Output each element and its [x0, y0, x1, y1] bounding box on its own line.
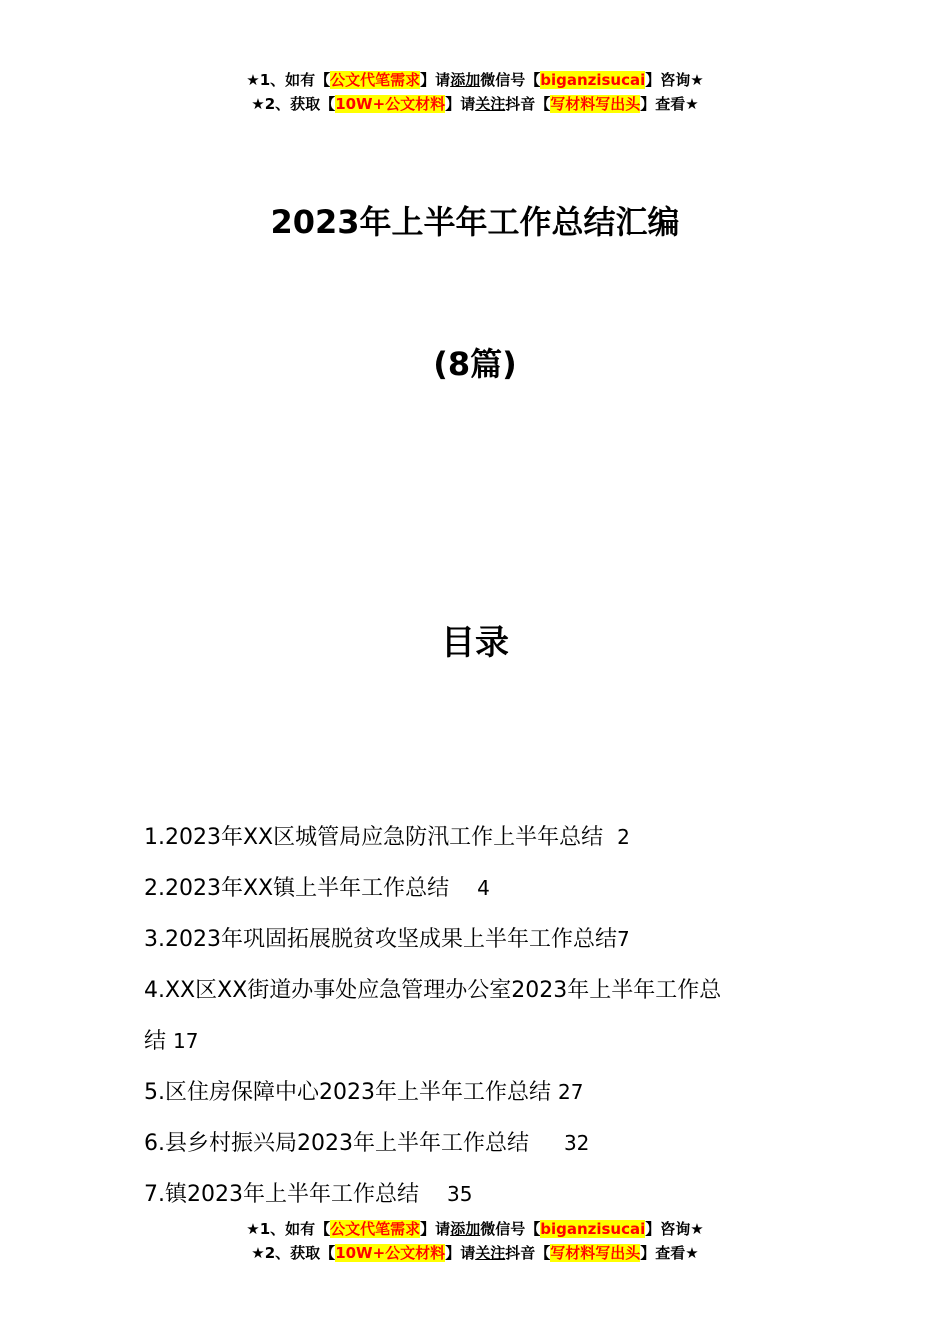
toc-item-title: 6.县乡村振兴局2023年上半年工作总结 — [144, 1131, 529, 1156]
promo-text: 抖音【 — [505, 1244, 551, 1262]
toc-item — [144, 812, 824, 863]
toc-item-title: 结 — [144, 1029, 167, 1054]
toc-page-number: 2 — [617, 825, 630, 849]
toc-page-number: 17 — [173, 1029, 199, 1053]
promo-underline: 添加 — [450, 71, 481, 89]
promo-text: 】请 — [420, 71, 451, 89]
toc-item-title: 2.2023年XX镇上半年工作总结 — [144, 876, 450, 901]
promo-line-2 — [0, 1241, 950, 1265]
promo-highlight: 10W+公文材料 — [335, 95, 446, 113]
promo-text: 微信号【 — [480, 71, 541, 89]
toc-page-number: 32 — [563, 1131, 590, 1155]
toc-item — [144, 965, 824, 1016]
promo-text: 】请 — [445, 95, 476, 113]
toc-item — [144, 1169, 824, 1220]
toc-item — [144, 1067, 824, 1118]
toc-item-title: 5.区住房保障中心2023年上半年工作总结 — [144, 1080, 551, 1105]
toc-page-number: 4 — [477, 876, 490, 900]
table-of-contents — [144, 812, 824, 1220]
promo-highlight: 写材料写出头 — [550, 1244, 641, 1262]
promo-line-1 — [0, 68, 950, 92]
promo-line-1 — [0, 1217, 950, 1241]
promo-underline: 添加 — [450, 1220, 481, 1238]
promo-highlight: 10W+公文材料 — [335, 1244, 446, 1262]
toc-gap — [419, 1182, 447, 1207]
toc-item — [144, 1118, 824, 1169]
toc-gap — [166, 1029, 173, 1054]
toc-gap — [603, 825, 617, 850]
promo-text: ★1、如有【 — [246, 71, 331, 89]
promo-highlight: 公文代笔需求 — [330, 1220, 421, 1238]
promo-text: 】咨询★ — [645, 1220, 704, 1238]
document-title: 2023年上半年工作总结汇编 — [270, 203, 680, 241]
promo-text: 】请 — [445, 1244, 476, 1262]
promo-text: 】咨询★ — [645, 71, 704, 89]
promo-text: 】查看★ — [640, 95, 699, 113]
toc-item-title: 4.XX区XX街道办事处应急管理办公室2023年上半年工作总 — [144, 978, 722, 1003]
promo-highlight: 公文代笔需求 — [330, 71, 421, 89]
promo-line-2 — [0, 92, 950, 116]
promo-highlight: 写材料写出头 — [550, 95, 641, 113]
promo-text: 】请 — [420, 1220, 451, 1238]
toc-page-number: 7 — [616, 927, 630, 951]
toc-item-title: 7.镇2023年上半年工作总结 — [144, 1182, 419, 1207]
toc-gap — [551, 1080, 558, 1105]
promo-text: ★2、获取【 — [251, 1244, 336, 1262]
toc-heading: 目录 — [441, 623, 509, 663]
promo-underline: 关注 — [475, 1244, 506, 1262]
header-promo-banner — [0, 68, 950, 116]
promo-text: 】查看★ — [640, 1244, 699, 1262]
footer-promo-banner — [0, 1217, 950, 1265]
toc-item-title: 3.2023年巩固拓展脱贫攻坚成果上半年工作总结 — [144, 927, 617, 952]
toc-item — [144, 863, 824, 914]
toc-item — [144, 1016, 824, 1067]
promo-text: 抖音【 — [505, 95, 551, 113]
toc-page-number: 35 — [446, 1182, 473, 1206]
promo-underline: 关注 — [475, 95, 506, 113]
promo-text: ★2、获取【 — [251, 95, 336, 113]
toc-item — [144, 914, 824, 965]
toc-page-number: 27 — [557, 1080, 584, 1104]
promo-text: ★1、如有【 — [246, 1220, 331, 1238]
toc-item-title: 1.2023年XX区城管局应急防汛工作上半年总结 — [144, 825, 604, 850]
promo-highlight: biganzisucai — [540, 1220, 646, 1238]
document-count: (8篇) — [433, 345, 517, 383]
promo-highlight: biganzisucai — [540, 71, 646, 89]
promo-text: 微信号【 — [480, 1220, 541, 1238]
toc-gap — [529, 1131, 564, 1156]
toc-gap — [449, 876, 477, 901]
